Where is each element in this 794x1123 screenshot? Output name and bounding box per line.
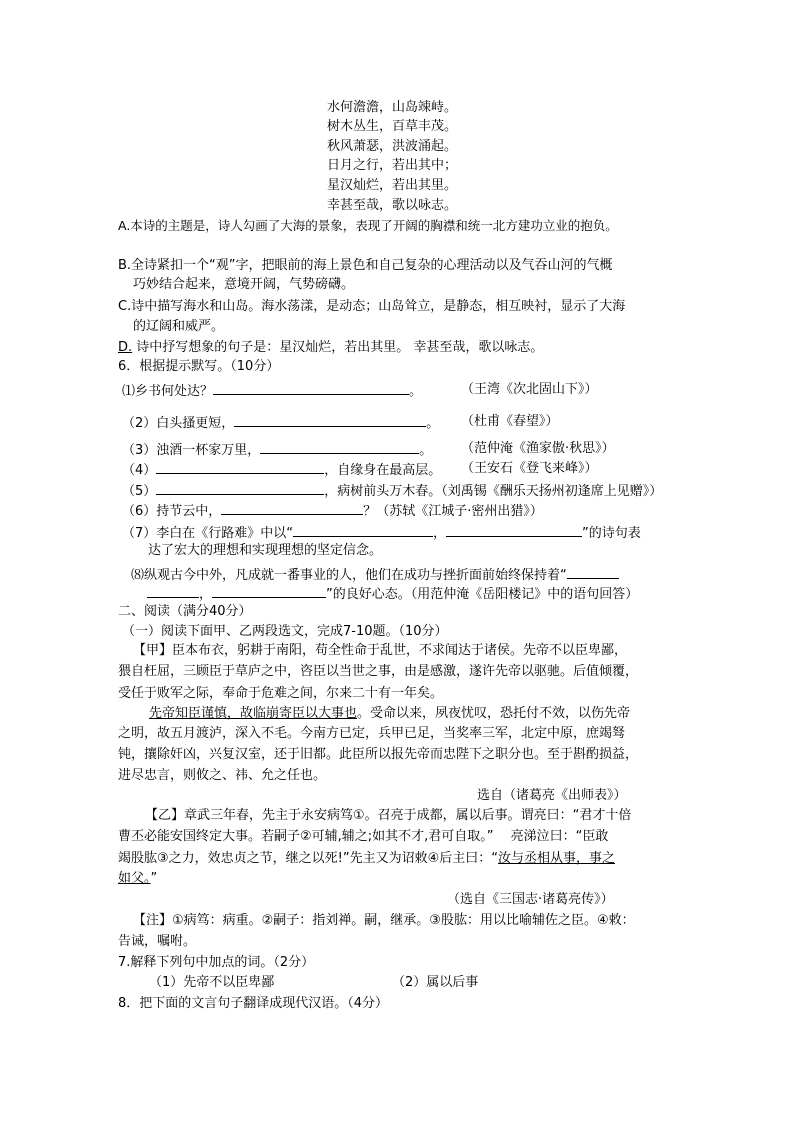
poem-line: 秋风萧瑟，洪波涌起。 [327,139,458,154]
q6-2-source: （杜甫《春望》） [461,414,559,429]
q6-8-prompt: ⑻纵观古今中外，凡成就一番事业的人，他们在成功与挫折面前始终保持着“ [131,568,567,583]
q6-7-prompt: （7）李白在《行路难》中以“ [122,526,294,541]
passage-jia-line: 猥自枉屈，三顾臣于草庐之中，咨臣以当世之事，由是感激，遂许先帝以驱驰。后值倾覆， [118,664,639,679]
passage-yi-line: 如父。” [118,871,158,886]
q6-3-prompt: （3）浊酒一杯家万里， [122,443,261,458]
q7-item-1: （1）先帝不以臣卑鄙 [149,975,275,990]
q6-1-source: （王湾《次北固山下》） [461,382,598,397]
q6-7-blank-2[interactable] [446,523,582,537]
q8-title: 8．把下面的文言句子翻译成现代汉语。（4分） [118,996,389,1011]
q6-2-prompt: （2）白头搔更短， [122,416,235,431]
q7-item-2: （2）属以后事 [392,975,479,990]
q6-5-prompt: （5） [122,484,157,499]
q6-item-6 [122,501,543,521]
q6-item-2 [122,413,439,433]
q6-3-source: （范仲淹《渔家傲·秋思》） [461,441,615,456]
q6-3-blank[interactable] [260,440,419,454]
option-b-line1: B.全诗紧扣一个“观”字，把眼前的海上景色和自己复杂的心理活动以及气吞山河的气概 [118,258,613,273]
passage-jia-line: 钝，攘除奸凶，兴复汉室，还于旧都。此臣所以报先帝而忠陛下之职分也。至于斟酌损益， [118,747,639,762]
q6-8-end: ”的良好心态。（用范仲淹《岳阳楼记》中的语句回答） [326,587,639,602]
option-a: A.本诗的主题是，诗人勾画了大海的景象，表现了开阔的胸襟和统一北方建功立业的抱负。 [118,218,618,233]
passage-jia-line: 进尽忠言，则攸之、祎、允之任也。 [118,768,327,783]
q6-7-blank-1[interactable] [293,523,433,537]
q6-item-8 [131,565,619,585]
jia-sentence-rest: 。受命以来，夙夜忧叹，恐托付不效，以伤先帝 [357,706,631,721]
yi-underlined-sentence: 汝与丞相从事，事之 [498,851,616,866]
q6-4-prompt: （4） [122,463,157,478]
poem-line: 星汉灿烂，若出其里。 [327,178,458,193]
q6-7-comma: ， [433,526,447,541]
q6-1-blank[interactable] [213,381,409,395]
q6-item-3 [122,440,432,460]
q6-3-end: 。 [419,443,433,458]
q6-5-end: ，病树前头万木春。（刘禹锡《酬乐天扬州初逢席上见赠》） [324,484,663,499]
option-c-line2: 的辽阔和威严。 [133,319,225,334]
q6-6-blank[interactable] [221,501,363,515]
q6-6-prompt: （6）持节云中， [122,504,222,519]
option-d-letter: D. [118,340,133,355]
q6-4-blank[interactable] [156,460,324,474]
q6-item-5 [122,481,662,501]
passage-yi-line: 曹丕必能安国终定大事。若嗣子②可辅,辅之;如其不才,君可自取。” 亮涕泣曰：“臣敢 [118,829,609,844]
passage-jia-source: 选自（诸葛亮《出师表》） [477,788,627,803]
q6-2-end: 。 [426,416,440,431]
q6-item-1 [122,381,422,401]
q6-7-continuation: 达了宏大的理想和实现理想的坚定信念。 [148,543,383,558]
q6-title: 6．根据提示默写。（10分） [118,359,280,374]
reading-part-title: （一）阅读下面甲、乙两段选文，完成7-10题。（10分） [122,624,448,639]
option-d [118,339,543,357]
poem-line: 水何澹澹，山岛竦峙。 [327,100,458,115]
poem-line: 幸甚至哉，歌以咏志。 [327,198,458,213]
passage-yi-line: 【乙】章武三年春，先主于永安病笃①。召亮于成都，属以后事。谓亮曰：“君才十倍 [145,808,632,823]
q6-item-7 [122,523,641,543]
q6-8-blank-1b[interactable] [147,584,199,598]
q6-8-blank-2[interactable] [212,584,326,598]
q6-4-end: ，自缘身在最高层。 [324,463,442,478]
q7-title: 7.解释下列句中加点的词。（2分） [118,955,315,970]
q6-8-line2: ， ”的良好心态。（用范仲淹《岳阳楼记》中的语句回答） [147,584,638,604]
q6-item-4 [122,460,441,480]
q6-7-end: ”的诗句表 [582,526,641,541]
yi-underlined-sentence-end: 如父。 [118,871,151,886]
notes-line: 告诫，嘱咐。 [118,934,197,949]
q6-2-blank[interactable] [234,413,426,427]
poem-line: 日月之行，若出其中； [327,158,458,173]
passage-jia-line [149,705,630,723]
poem-line: 树木丛生，百草丰茂。 [327,119,458,134]
q6-6-end: ？（苏轼《江城子·密州出猎》） [363,504,543,519]
passage-jia-line: 【甲】臣本布衣，躬耕于南阳，苟全性命于乱世，不求闻达于诸侯。先帝不以臣卑鄙， [133,643,628,658]
option-b-line2: 巧妙结合起来，意境开阔，气势磅礴。 [133,277,355,292]
q6-5-blank[interactable] [156,481,324,495]
option-c-line1: C.诗中描写海水和山岛。海水荡漾，是动态；山岛耸立，是静态，相互映衬，显示了大海 [118,299,626,314]
passage-jia-line: 受任于败军之际，奉命于危难之间，尔来二十有一年矣。 [118,686,444,701]
passage-jia-line: 之明，故五月渡泸，深入不毛。今南方已定，兵甲已足，当奖率三军，北定中原，庶竭驽 [118,726,626,741]
passage-yi-source: （选自《三国志·诸葛亮传》） [447,892,614,907]
option-d-text: 诗中抒写想象的句子是：星汉灿烂，若出其里。 幸甚至哉，歌以咏志。 [132,340,544,355]
notes-line: 【注】①病笃：病重。②嗣子：指刘禅。嗣，继承。③股肱：用以比喻辅佐之臣。④敕： [133,913,635,928]
reading-section-title: 二、阅读（满分40分） [118,604,252,619]
q6-4-source: （王安石《登飞来峰》） [461,461,598,476]
q6-8-blank-1a[interactable] [567,565,619,579]
q6-1-end: 。 [409,384,423,399]
passage-yi-line: 竭股肱③之力，效忠贞之节，继之以死!”先主又为诏敕④后主曰：“汝与丞相从事，事之 [118,851,616,866]
jia-underlined-sentence: 先帝知臣谨慎，故临崩寄臣以大事也 [149,706,358,721]
q6-1-prompt: ⑴乡书何处达？ [122,384,214,399]
